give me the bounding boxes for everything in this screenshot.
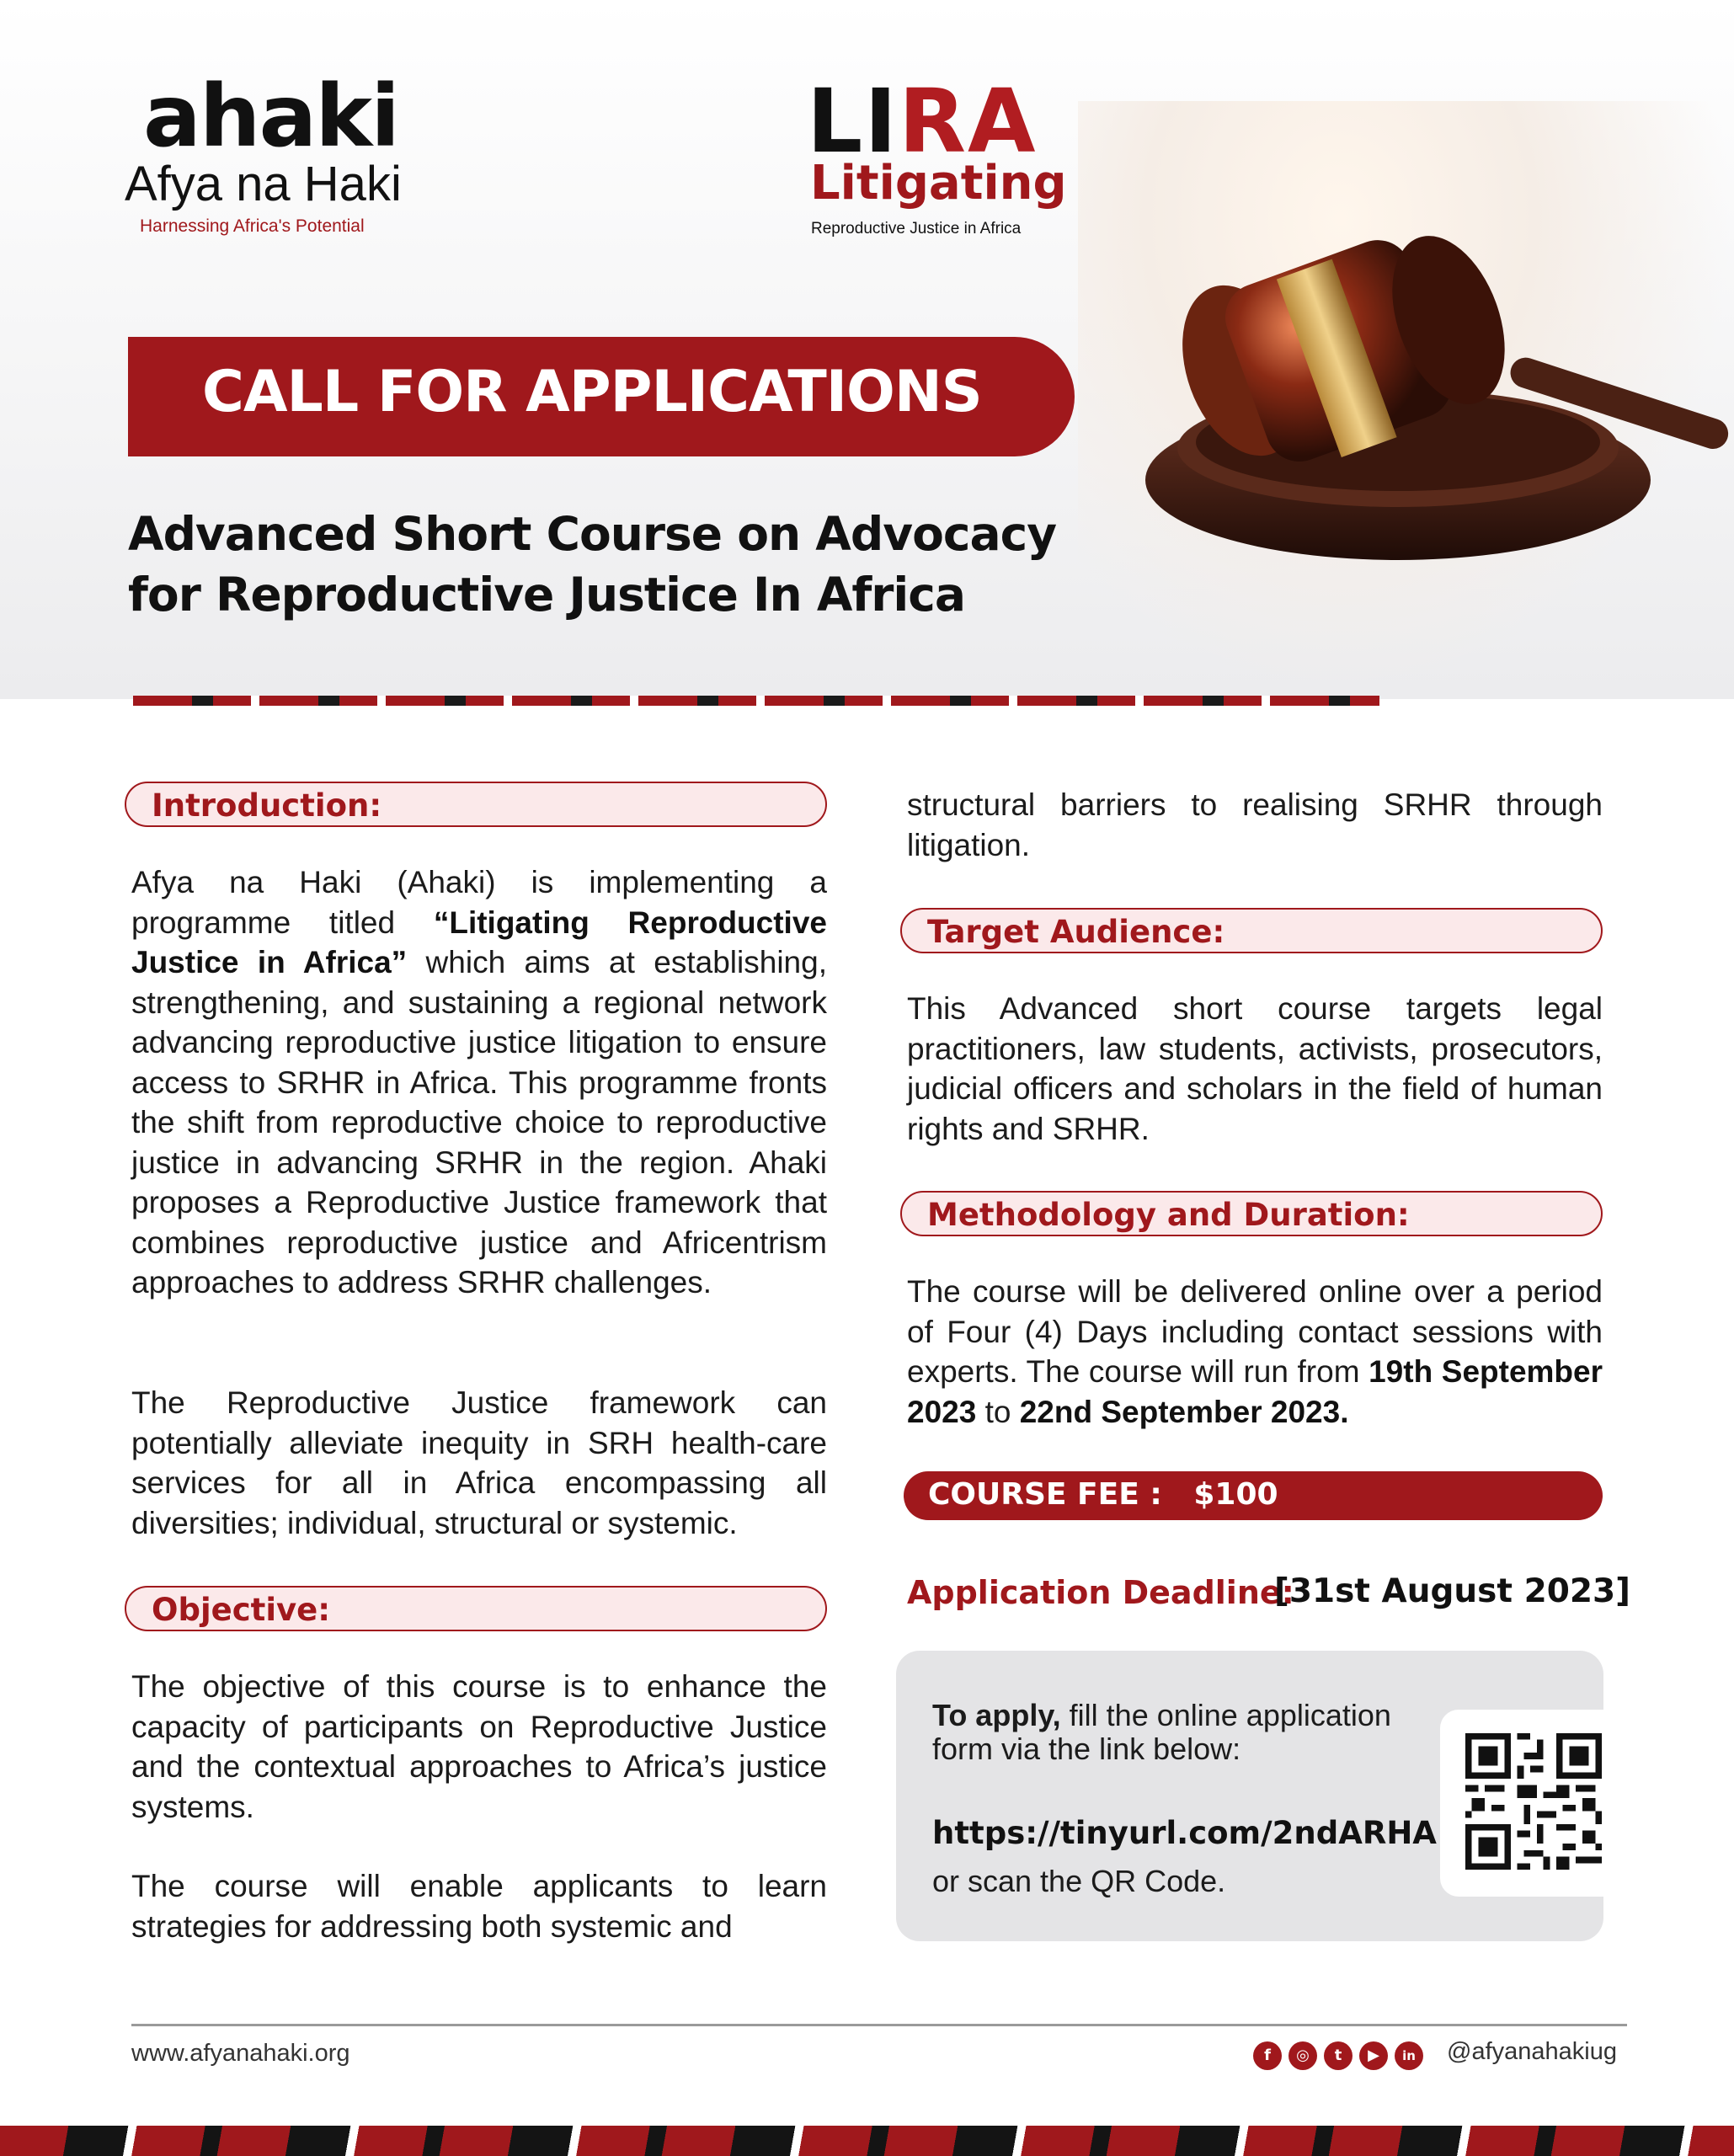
deadline-label: Application Deadline: [907, 1574, 1294, 1611]
decorative-strip [133, 696, 1379, 706]
apply-text: fill the online application form via the link below: [932, 1698, 1391, 1766]
youtube-icon[interactable]: ▶ [1359, 2041, 1388, 2070]
course-title-line2: for Reproductive Justice In Africa [128, 568, 966, 622]
apply-lead: To apply, [932, 1698, 1061, 1732]
methodology-text [907, 1272, 1603, 1432]
lira-name: Litigating [810, 156, 1067, 211]
introduction-paragraph-1 [131, 862, 827, 1303]
end-date: 22nd September 2023. [1019, 1394, 1349, 1429]
linkedin-icon[interactable]: in [1395, 2041, 1423, 2070]
intro-text-a: Afya na Haki (Ahaki) is implementing a programme titled [131, 865, 827, 940]
facebook-icon[interactable]: f [1253, 2041, 1282, 2070]
bottom-decorative-strip [0, 2126, 1734, 2156]
objective-paragraph-2-continued: structural barriers to realising SRHR through litigation. [907, 787, 1603, 862]
methodology-text-a: The course will be delivered online over a period of Four (4) Days including contact sessions with experts. The course will run from [907, 1274, 1603, 1389]
ahaki-name: Afya na Haki [125, 157, 402, 211]
apply-instructions [932, 1699, 1429, 1766]
application-link[interactable]: https://tinyurl.com/2ndARHA [932, 1815, 1437, 1851]
start-date: 19th September 2023 [907, 1354, 1603, 1429]
target-audience-text: This Advanced short course targets legal practitioners, law students, activists, prosecutors, judicial officers and scholars in the field of human rights and SRHR. [907, 991, 1603, 1146]
course-fee-label: COURSE FEE : [928, 1477, 1162, 1512]
footer-website[interactable]: www.afyanahaki.org [131, 2040, 350, 2067]
twitter-icon[interactable]: t [1324, 2041, 1353, 2070]
course-title-line1: Advanced Short Course on Advocacy [128, 507, 1057, 561]
ahaki-tagline: Harnessing Africa's Potential [140, 216, 365, 236]
lira-tagline: Reproductive Justice in Africa [811, 220, 1022, 237]
lira-logo: LIRA [807, 70, 1038, 173]
gavel-image [1078, 227, 1734, 606]
footer-divider [131, 2024, 1627, 2026]
ahaki-logo: ahaki [143, 67, 399, 167]
qr-code[interactable] [1465, 1733, 1602, 1870]
methodology-text-to: to [976, 1394, 1020, 1429]
course-fee [928, 1477, 1278, 1512]
objective-paragraph-1: The objective of this course is to enhance the capacity of participants on Reproductive Justice and the contextual approaches to Africa’s justice systems. [131, 1669, 827, 1824]
target-audience-heading: Target Audience: [927, 914, 1225, 950]
course-fee-amount: $100 [1193, 1477, 1278, 1512]
course-title [128, 504, 1096, 625]
instagram-icon[interactable]: ◎ [1288, 2041, 1317, 2070]
objective-heading: Objective: [152, 1592, 331, 1628]
deadline-value: [31st August 2023] [1274, 1572, 1630, 1610]
introduction-paragraph-2: The Reproductive Justice framework can potentially alleviate inequity in SRH health-care services for all in Africa encompassing all diversities; individual, structural or systemic. [131, 1385, 827, 1540]
programme-title: “Litigating Reproductive Justice in Africa” [131, 905, 827, 979]
scan-qr-text: or scan the QR Code. [932, 1864, 1226, 1898]
footer-social-handle[interactable]: @afyanahakiug [1447, 2038, 1617, 2065]
intro-text-b: which aims at establishing, strengthening, and sustaining a regional network advancing reproductive justice litigation to ensure access to SRHR in Africa. This programme fronts the shift from reproductive choice to reproductive justice in advancing SRHR in the region. Ahaki proposes a Reproductive Justice framework that combines reproductive justice and Africentrism approaches to address SRHR challenges. [131, 945, 827, 1299]
objective-paragraph-2: The course will enable applicants to learn strategies for addressing both systemic and [131, 1869, 827, 1944]
methodology-heading: Methodology and Duration: [927, 1197, 1410, 1233]
call-banner-text: CALL FOR APPLICATIONS [202, 359, 982, 425]
introduction-heading: Introduction: [152, 787, 382, 824]
